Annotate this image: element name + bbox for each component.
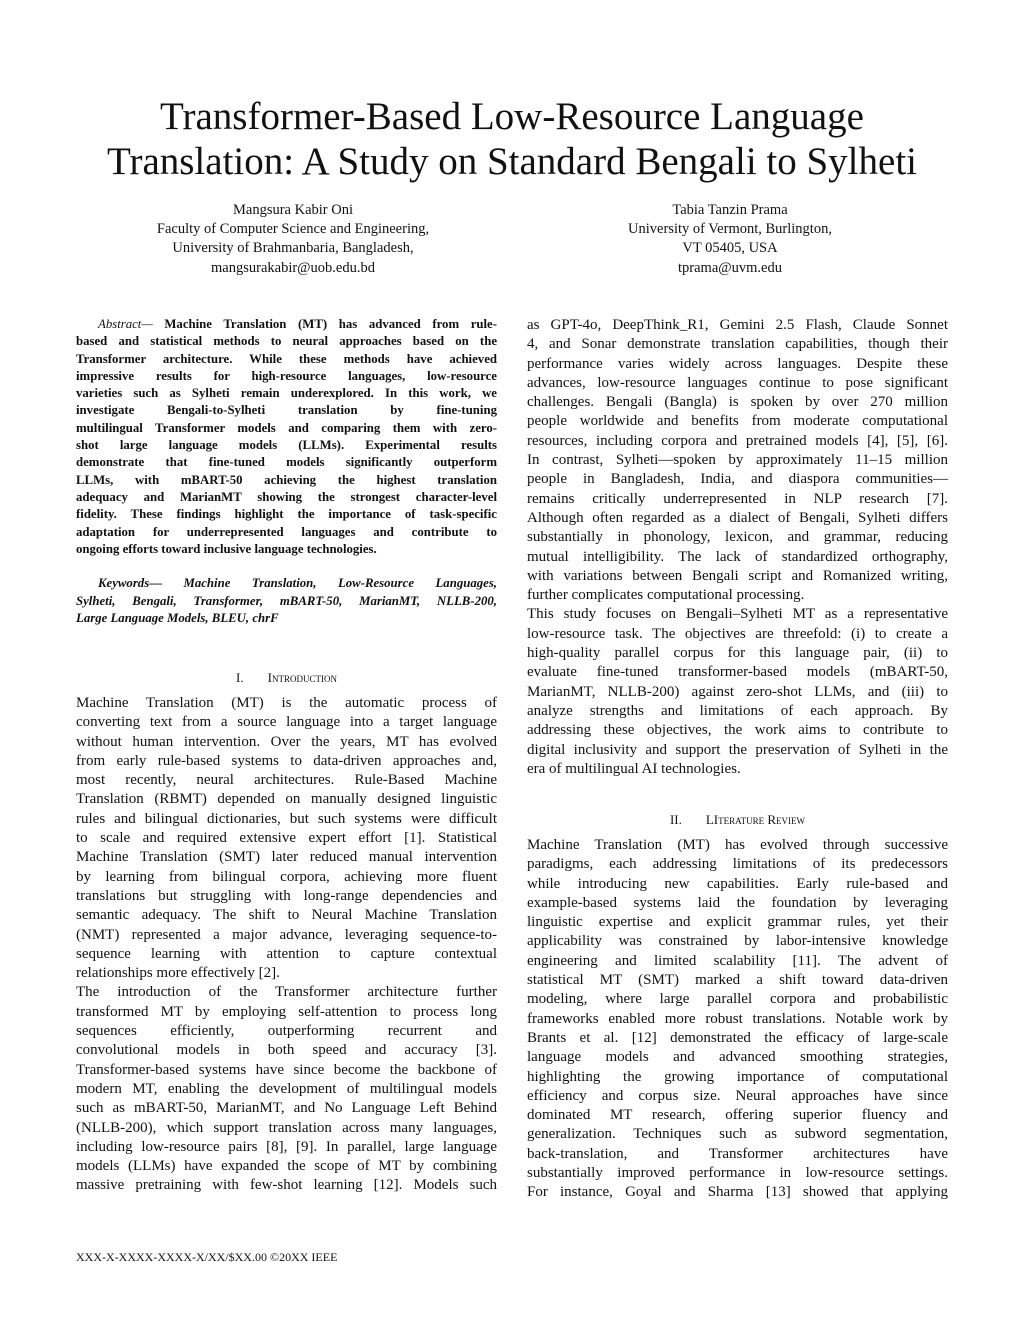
text-line: digital inclusivity and support the preservation of Sylheti in the <box>527 741 948 758</box>
text-line: modeling, where large parallel corpora and probabilistic <box>527 991 948 1008</box>
text-line: with variations between Bengali script and Romanized writing, <box>527 567 948 584</box>
text-line: generalization. Techniques such as subword segmentation, <box>527 1126 948 1143</box>
text-line: frameworks enabled more robust translations. Notable work by <box>527 1010 948 1027</box>
author-affiliation: VT 05405, USA <box>682 240 778 257</box>
abstract <box>76 316 497 558</box>
text-line: semantic adequacy. The shift to Neural Machine Translation <box>76 907 497 924</box>
text-line: mutual intelligibility. The lack of standardized orthography, <box>527 548 948 565</box>
text-line: based and statistical methods to neural approaches based on the <box>76 334 497 349</box>
author-email: mangsurakabir@uob.edu.bd <box>211 259 375 276</box>
text-line: multilingual Transformer models and comparing them with zero- <box>76 420 497 435</box>
text-line: translations but struggling with long-range dependencies and <box>76 887 497 904</box>
text-line: example-based systems laid the foundation by leveraging <box>527 894 948 911</box>
text-line: Machine Translation (MT) is the automatic process of <box>76 695 497 711</box>
text-line: massive pretraining with few-shot learning [12]. Models such <box>76 1177 497 1194</box>
text-line: applicability was constrained by labor-intensive knowledge <box>527 933 948 950</box>
text-line: language models and advanced smoothing strategies, <box>527 1049 948 1066</box>
text-line: This study focuses on Bengali–Sylheti MT as a representative <box>527 606 948 623</box>
text-line: paradigms, each addressing limitations of its predecessors <box>527 856 948 873</box>
abstract-body <box>76 333 497 558</box>
section-title: Introduction <box>267 670 337 685</box>
text-line: substantially in phonology, lexicon, and grammar, reducing <box>527 529 948 546</box>
text-line: converting text from a source language into a target language <box>76 714 497 731</box>
text-line: varieties such as Sylheti remain underexplored. In this work, we <box>76 386 497 401</box>
text-line: most recently, neural architectures. Rule-Based Machine <box>76 772 497 789</box>
text-line: transformed MT by employing self-attention to process long <box>76 1003 497 1020</box>
text-line: dominated MT research, offering superior fluency and <box>527 1107 948 1124</box>
text-line: relationships more effectively [2]. <box>76 965 280 982</box>
text-line: Large Language Models, BLEU, chrF <box>76 611 279 625</box>
text-line: Keywords— Machine Translation, Low-Resource Languages, <box>98 576 497 590</box>
paragraph <box>527 316 948 605</box>
paragraph <box>527 605 948 779</box>
text-line: Sylheti, Bengali, Transformer, mBART-50, MarianMT, NLLB-200, <box>76 593 497 608</box>
paper-title <box>0 94 1024 184</box>
text-line: performance varies widely across languages. Despite these <box>527 355 948 372</box>
text-line: ongoing efforts toward inclusive language technologies. <box>76 541 377 556</box>
title-line: Transformer-Based Low-Resource Language <box>160 95 864 138</box>
copyright-footer: XXX-X-XXXX-XXXX-X/XX/$XX.00 ©20XX IEEE <box>76 1250 338 1264</box>
text-line: In contrast, Sylheti—spoken by approximately 11–15 million <box>527 452 948 469</box>
text-line: Transformer-based systems have since become the backbone of <box>76 1061 497 1078</box>
literature-review-paragraphs <box>527 836 948 1203</box>
text-line: engineering and limited scalability [11]. The advent of <box>527 952 948 969</box>
text-line: highlighting the growing importance of computational <box>527 1068 948 1085</box>
text-line: 4, and Sonar demonstrate translation capabilities, though their <box>527 336 948 353</box>
text-line: investigate Bengali-to-Sylheti translation by fine-tuning <box>76 403 497 418</box>
text-line: MarianMT, NLLB-200) against zero-shot LLMs, and (iii) to <box>527 683 948 700</box>
introduction-continued <box>527 316 948 779</box>
text-line: back-translation, and Transformer architectures have <box>527 1145 948 1162</box>
title-line: Translation: A Study on Standard Bengali to Sylheti <box>107 140 917 183</box>
text-line: demonstrate that fine-tuned models significantly outperform <box>76 455 497 470</box>
text-line: from early rule-based systems to data-driven approaches and, <box>76 752 497 769</box>
text-line: evaluate fine-tuned transformer-based models (mBART-50, <box>527 664 948 681</box>
text-line: remains critically underrepresented in NLP research [7]. <box>527 490 948 507</box>
text-line: sequences efficiently, outperforming recurrent and <box>76 1023 497 1040</box>
abstract-lead: Abstract— <box>98 317 153 331</box>
literature-review-body <box>527 836 948 1203</box>
abstract-line <box>76 316 497 333</box>
text-line: analyze strengths and limitations of each approach. By <box>527 702 948 719</box>
text-line: adaptation for underrepresented languages and contribute to <box>76 524 497 539</box>
author-email: tprama@uvm.edu <box>678 259 782 276</box>
text-line: era of multilingual AI technologies. <box>527 760 741 777</box>
text-line: by learning from bilingual corpora, achieving more fluent <box>76 868 497 885</box>
text-line: resources, including corpora and pretrained models [4], [5], [6]. <box>527 432 948 449</box>
text-line: people in Bangladesh, India, and diaspora communities— <box>527 471 948 488</box>
text-line: fidelity. These findings highlight the importance of task-specific <box>76 507 497 522</box>
section-title: LIterature Review <box>705 812 806 827</box>
text-line: adequacy and MarianMT showing the strongest character-level <box>76 489 497 504</box>
text-line: to scale and required extensive expert effort [1]. Statistical <box>76 830 497 847</box>
author-affiliation: University of Brahmanbaria, Bangladesh, <box>172 240 414 257</box>
author-name: Tabia Tanzin Prama <box>672 202 788 218</box>
keywords <box>76 575 497 628</box>
paragraph <box>76 694 497 983</box>
text-line: convolutional models in both speed and accuracy [3]. <box>76 1042 497 1059</box>
text-line: without human intervention. Over the years, MT has evolved <box>76 733 497 750</box>
section-number: I. <box>236 670 244 685</box>
text-line: low-resource task. The objectives are threefold: (i) to create a <box>527 625 948 642</box>
introduction-paragraphs <box>76 694 497 1196</box>
text-line: addressing these objectives, the work aims to contribute to <box>527 722 948 739</box>
text-line: statistical MT (SMT) marked a shift toward data-driven <box>527 972 948 989</box>
text-line: as GPT-4o, DeepThink_R1, Gemini 2.5 Flash, Claude Sonnet <box>527 317 948 333</box>
keywords-body <box>76 575 497 628</box>
text-line: Brants et al. [12] demonstrated the efficacy of large-scale <box>527 1029 948 1046</box>
author-block-2 <box>520 201 940 278</box>
introduction-body <box>76 694 497 1196</box>
author-block-1 <box>83 201 503 278</box>
section-heading-literature-review <box>527 812 948 828</box>
text-line: impressive results for high-resource languages, low-resource <box>76 368 497 383</box>
author-name: Mangsura Kabir Oni <box>232 202 353 218</box>
text-line: including low-resource pairs [8], [9]. In parallel, large language <box>76 1138 497 1155</box>
text-line: while introducing new capabilities. Early rule-based and <box>527 875 948 892</box>
author-affiliation: Faculty of Computer Science and Engineering, <box>156 221 430 238</box>
text-line: Machine Translation (SMT) later reduced manual intervention <box>76 849 497 866</box>
text-line: advances, low-resource languages continue to pose significant <box>527 374 948 391</box>
author-affiliation: University of Vermont, Burlington, <box>628 221 832 238</box>
text-line: modern MT, enabling the development of multilingual models <box>76 1080 497 1097</box>
text-line: (NMT) represented a major advance, leveraging sequence-to- <box>76 926 497 943</box>
text-line: challenges. Bengali (Bangla) is spoken by over 270 million <box>527 394 948 411</box>
text-line: efficiency and corpus size. Neural approaches have since <box>527 1087 948 1104</box>
text-line: Transformer architecture. While these methods have achieved <box>76 351 497 366</box>
text-line: rules and bilingual dictionaries, but such systems were difficult <box>76 810 497 827</box>
paragraph <box>76 983 497 1195</box>
text-line: Machine Translation (MT) has evolved through successive <box>527 837 948 853</box>
text-line: models (LLMs) have expanded the scope of MT by combining <box>76 1158 497 1175</box>
section-heading-introduction <box>76 670 497 686</box>
text-line: people worldwide and benefits from moderate computational <box>527 413 948 430</box>
abstract-text: Machine Translation (MT) has advanced from rule- <box>152 317 497 331</box>
text-line: linguistic expertise and explicit grammar rules, yet their <box>527 914 948 931</box>
text-line: (NLLB-200), which support translation across many languages, <box>76 1119 497 1136</box>
section-number: II. <box>669 812 682 827</box>
text-line: For instance, Goyal and Sharma [13] showed that applying <box>527 1184 948 1201</box>
paragraph <box>527 836 948 1203</box>
text-line: high-quality parallel corpus for this language pair, (ii) to <box>527 645 948 662</box>
text-line: substantially improved performance in low-resource settings. <box>527 1165 948 1182</box>
text-line: shot large language models (LLMs). Experimental results <box>76 438 497 453</box>
text-line: further complicates computational processing. <box>527 587 805 604</box>
text-line: The introduction of the Transformer architecture further <box>76 984 497 1001</box>
text-line: Although often regarded as a dialect of Bengali, Sylheti differs <box>527 509 948 526</box>
text-line: LLMs, with mBART-50 achieving the highest translation <box>76 472 497 487</box>
text-line: sequence learning with attention to capture contextual <box>76 945 497 962</box>
text-line: such as mBART-50, MarianMT, and No Language Left Behind <box>76 1100 497 1117</box>
introduction-continued-paragraphs <box>527 316 948 779</box>
text-line: Translation (RBMT) depended on manually designed linguistic <box>76 791 497 808</box>
